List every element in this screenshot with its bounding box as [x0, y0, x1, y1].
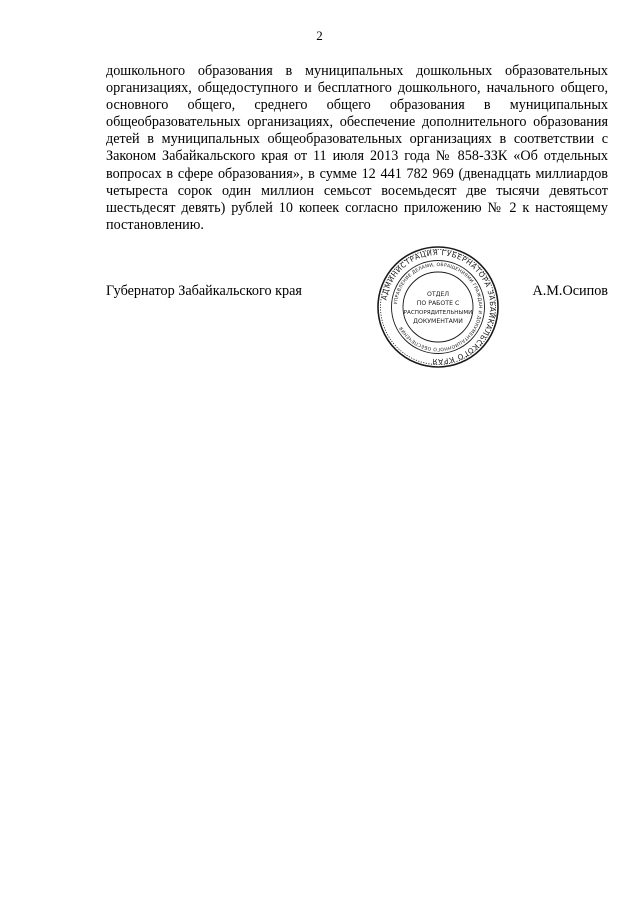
official-seal-stamp: [376, 245, 500, 369]
seal-center-line-3: РАСПОРЯДИТЕЛЬНЫМИ: [403, 310, 473, 316]
seal-center-line-2: ПО РАБОТЕ С: [416, 300, 460, 307]
seal-graphic: [376, 245, 500, 369]
seal-inner-text: УПРАВЛЕНИЕ ДЕЛАМИ, ОБРАЩЕНИЯМИ ГРАЖДАН И ДОКУМЕНТАЦИОННОГО ОБЕСПЕЧЕНИЯ: [394, 262, 483, 352]
seal-outer-text: АДМИНИСТРАЦИЯ ГУБЕРНАТОРА ЗАБАЙКАЛЬСКОГО КРАЯ: [379, 247, 498, 367]
svg-text:УПРАВЛЕНИЕ ДЕЛАМИ, ОБРАЩЕНИЯМИ: [393, 262, 483, 352]
body-paragraph: дошкольного образования в муниципальных дошкольных образовательных организациях, общедоступного и бесплатного дошкольного, начального общего, основного общего, среднего общего образования в муниципальных общеобразовательных организациях, обеспечение дополнительного образования детей в муниципальных общеобразовательных организациях в соответствии с Законом Забайкальского края от 11 июля 2013 года № 858-ЗЗК «Об отдельных вопросах в сфере образования», в сумме 12 441 782 969 (двенадцать миллиардов четыреста сорок один миллион семьсот восемьдесят две тысячи девятьсот шестьдесят девять) рублей 10 копеек согласно приложению № 2 к настоящему постановлению.: [106, 63, 608, 233]
seal-center-line-4: ДОКУМЕНТАМИ: [413, 318, 463, 325]
page-number: 2: [316, 28, 323, 43]
seal-center-line-1: ОТДЕЛ: [426, 291, 450, 298]
signatory-title: Губернатор Забайкальского края: [106, 283, 302, 299]
signatory-name: А.М.Осипов: [532, 283, 608, 299]
